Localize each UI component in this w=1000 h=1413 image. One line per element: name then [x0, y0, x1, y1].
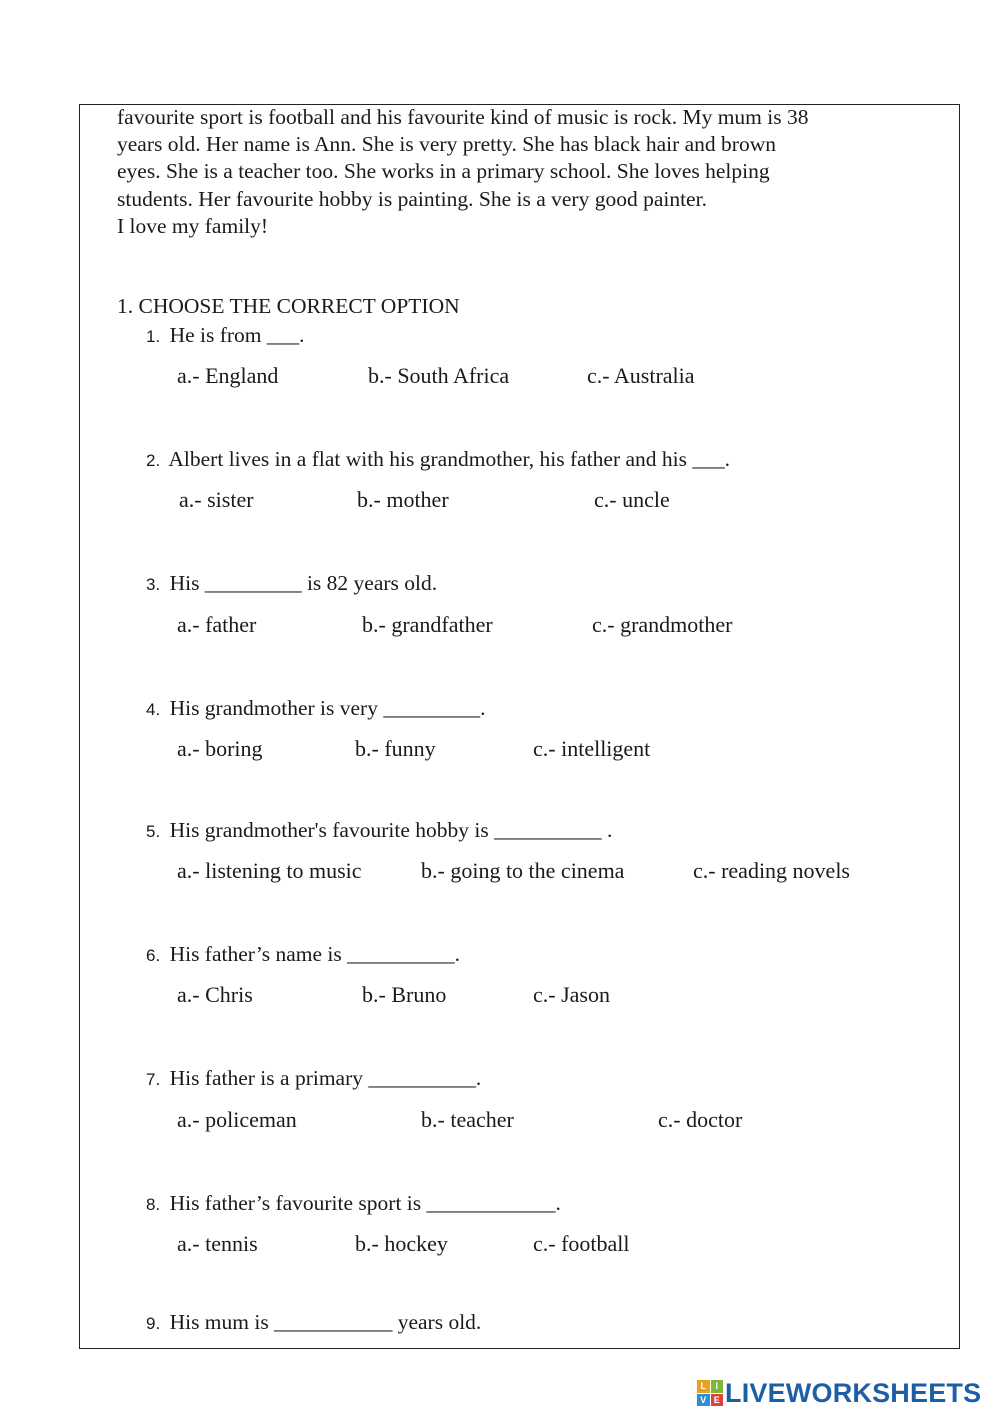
question-text: His mum is [169, 1310, 275, 1334]
passage-line: favourite sport is football and his favourite kind of music is rock. My mum is 38 [117, 105, 809, 129]
question-number: 6. [146, 946, 161, 965]
option-a[interactable]: a.- boring [177, 736, 263, 761]
question-1 [146, 323, 305, 348]
option-b[interactable]: b.- South Africa [368, 363, 510, 388]
question-9 [146, 1310, 481, 1335]
question-number: 8. [146, 1195, 161, 1214]
question-text: His [169, 571, 205, 595]
option-a[interactable]: a.- sister [179, 487, 254, 512]
question-text: His father is a primary [169, 1066, 369, 1090]
question-end: . [555, 1191, 561, 1215]
question-text: His grandmother is very [169, 696, 384, 720]
logo-letter: E [711, 1394, 724, 1407]
logo-text: LIVEWORKSHEETS [725, 1377, 982, 1408]
question-number: 2. [146, 451, 161, 470]
option-b[interactable]: b.- teacher [421, 1107, 514, 1132]
option-a[interactable]: a.- tennis [177, 1231, 258, 1256]
question-2 [146, 447, 730, 472]
question-7 [146, 1066, 481, 1091]
option-c[interactable]: c.- Australia [587, 363, 695, 388]
answer-blank[interactable]: ___ [692, 447, 725, 471]
question-end: is 82 years old. [301, 571, 438, 595]
option-c[interactable]: c.- intelligent [533, 736, 651, 761]
answer-blank[interactable]: _________ [204, 571, 302, 595]
question-end: . [601, 818, 613, 842]
question-number: 3. [146, 575, 161, 594]
answer-blank[interactable]: _________ [383, 696, 481, 720]
answer-blank[interactable]: ___________ [274, 1310, 393, 1334]
option-b[interactable]: b.- funny [355, 736, 436, 761]
question-text: He is from [169, 323, 267, 347]
option-a[interactable]: a.- Chris [177, 982, 253, 1007]
option-c[interactable]: c.- doctor [658, 1107, 743, 1132]
section-title: 1. CHOOSE THE CORRECT OPTION [117, 294, 460, 318]
question-number: 1. [146, 327, 161, 346]
logo-letter: L [697, 1380, 710, 1393]
logo-letter: V [697, 1394, 710, 1407]
question-end: . [724, 447, 730, 471]
answer-blank[interactable]: ___ [266, 323, 300, 347]
answer-blank[interactable]: __________ [347, 942, 455, 966]
option-b[interactable]: b.- grandfather [362, 612, 493, 637]
question-end: . [475, 1066, 482, 1090]
question-5 [146, 818, 612, 843]
option-b[interactable]: b.- going to the cinema [421, 858, 625, 883]
passage-line: I love my family! [117, 213, 269, 238]
liveworksheets-logo[interactable] [697, 1378, 981, 1408]
option-c[interactable]: c.- uncle [594, 487, 670, 512]
passage-line: students. Her favourite hobby is painting. She is a very good painter. [117, 186, 707, 211]
question-text: Albert lives in a flat with his grandmother, his father and his [168, 447, 693, 471]
answer-blank[interactable]: __________ [494, 818, 602, 842]
question-end: years old. [392, 1310, 482, 1334]
question-text: His grandmother's favourite hobby is [169, 818, 495, 842]
option-a[interactable]: a.- policeman [177, 1107, 297, 1132]
question-end: . [299, 323, 305, 347]
question-number: 5. [146, 822, 161, 841]
question-end: . [480, 696, 486, 720]
question-3 [146, 571, 437, 596]
reading-passage [117, 104, 910, 240]
logo-icon [697, 1380, 723, 1406]
question-number: 9. [146, 1314, 161, 1333]
passage-line: years old. Her name is Ann. She is very pretty. She has black hair and brown [117, 132, 776, 157]
worksheet-frame [79, 104, 960, 1349]
question-number: 7. [146, 1070, 161, 1089]
question-text: His father’s favourite sport is [169, 1191, 427, 1215]
question-end: . [454, 942, 460, 966]
question-number: 4. [146, 700, 161, 719]
question-8 [146, 1191, 561, 1216]
question-6 [146, 942, 460, 967]
question-4 [146, 696, 485, 721]
answer-blank[interactable]: __________ [368, 1066, 476, 1090]
option-c[interactable]: c.- Jason [533, 982, 610, 1007]
logo-letter: I [711, 1380, 724, 1393]
option-a[interactable]: a.- father [177, 612, 257, 637]
option-b[interactable]: b.- Bruno [362, 982, 447, 1007]
answer-blank[interactable]: ____________ [426, 1191, 556, 1215]
option-a[interactable]: a.- England [177, 363, 279, 388]
passage-line: eyes. She is a teacher too. She works in a primary school. She loves helping [117, 159, 770, 184]
question-text: His father’s name is [169, 942, 348, 966]
option-b[interactable]: b.- hockey [355, 1231, 448, 1256]
option-c[interactable]: c.- reading novels [693, 858, 850, 883]
option-c[interactable]: c.- football [533, 1231, 630, 1256]
option-c[interactable]: c.- grandmother [592, 612, 733, 637]
option-a[interactable]: a.- listening to music [177, 858, 362, 883]
option-b[interactable]: b.- mother [357, 487, 449, 512]
